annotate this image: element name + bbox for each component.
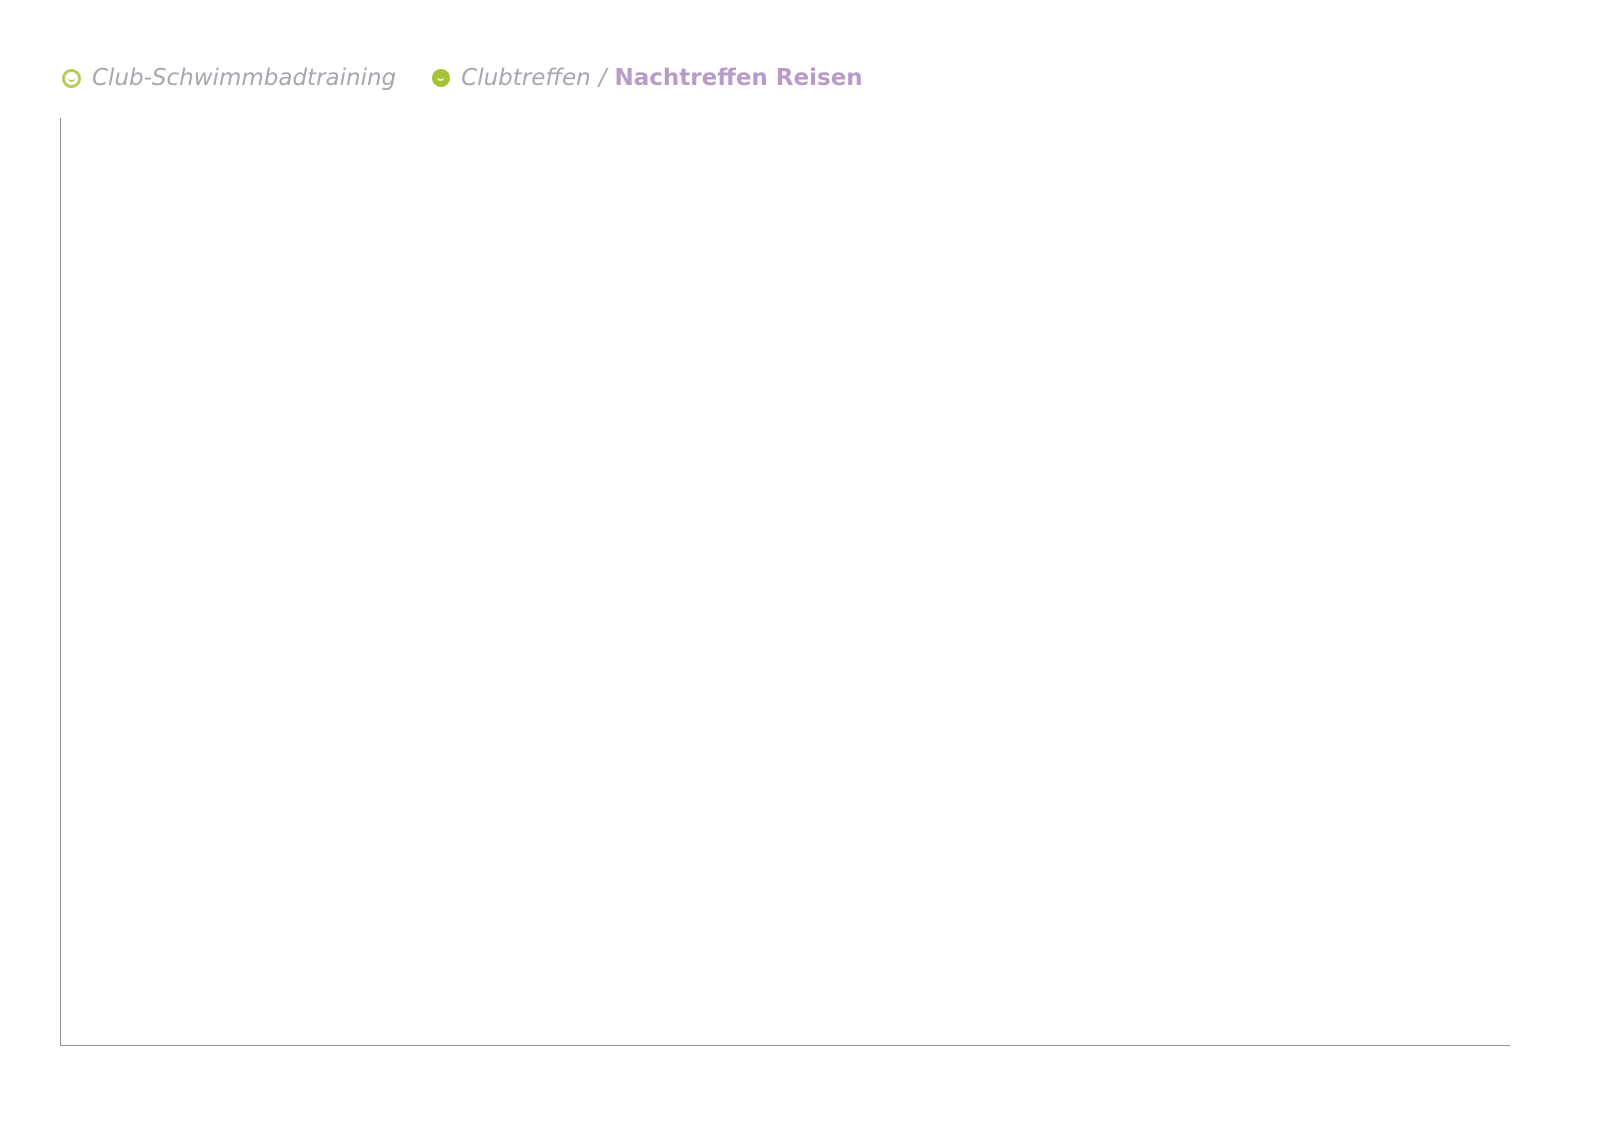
smiley-outline-icon (62, 69, 81, 88)
legend (62, 62, 863, 94)
half-year-calendar (60, 118, 1510, 1046)
smiley-filled-icon (432, 69, 450, 87)
legend-club-training: Club-Schwimmbadtraining (92, 65, 397, 91)
legend-club-meet: Clubtreffen (461, 65, 591, 91)
legend-travel-meet: Nachtreffen Reisen (614, 65, 863, 91)
legend-separator: / (598, 65, 607, 91)
